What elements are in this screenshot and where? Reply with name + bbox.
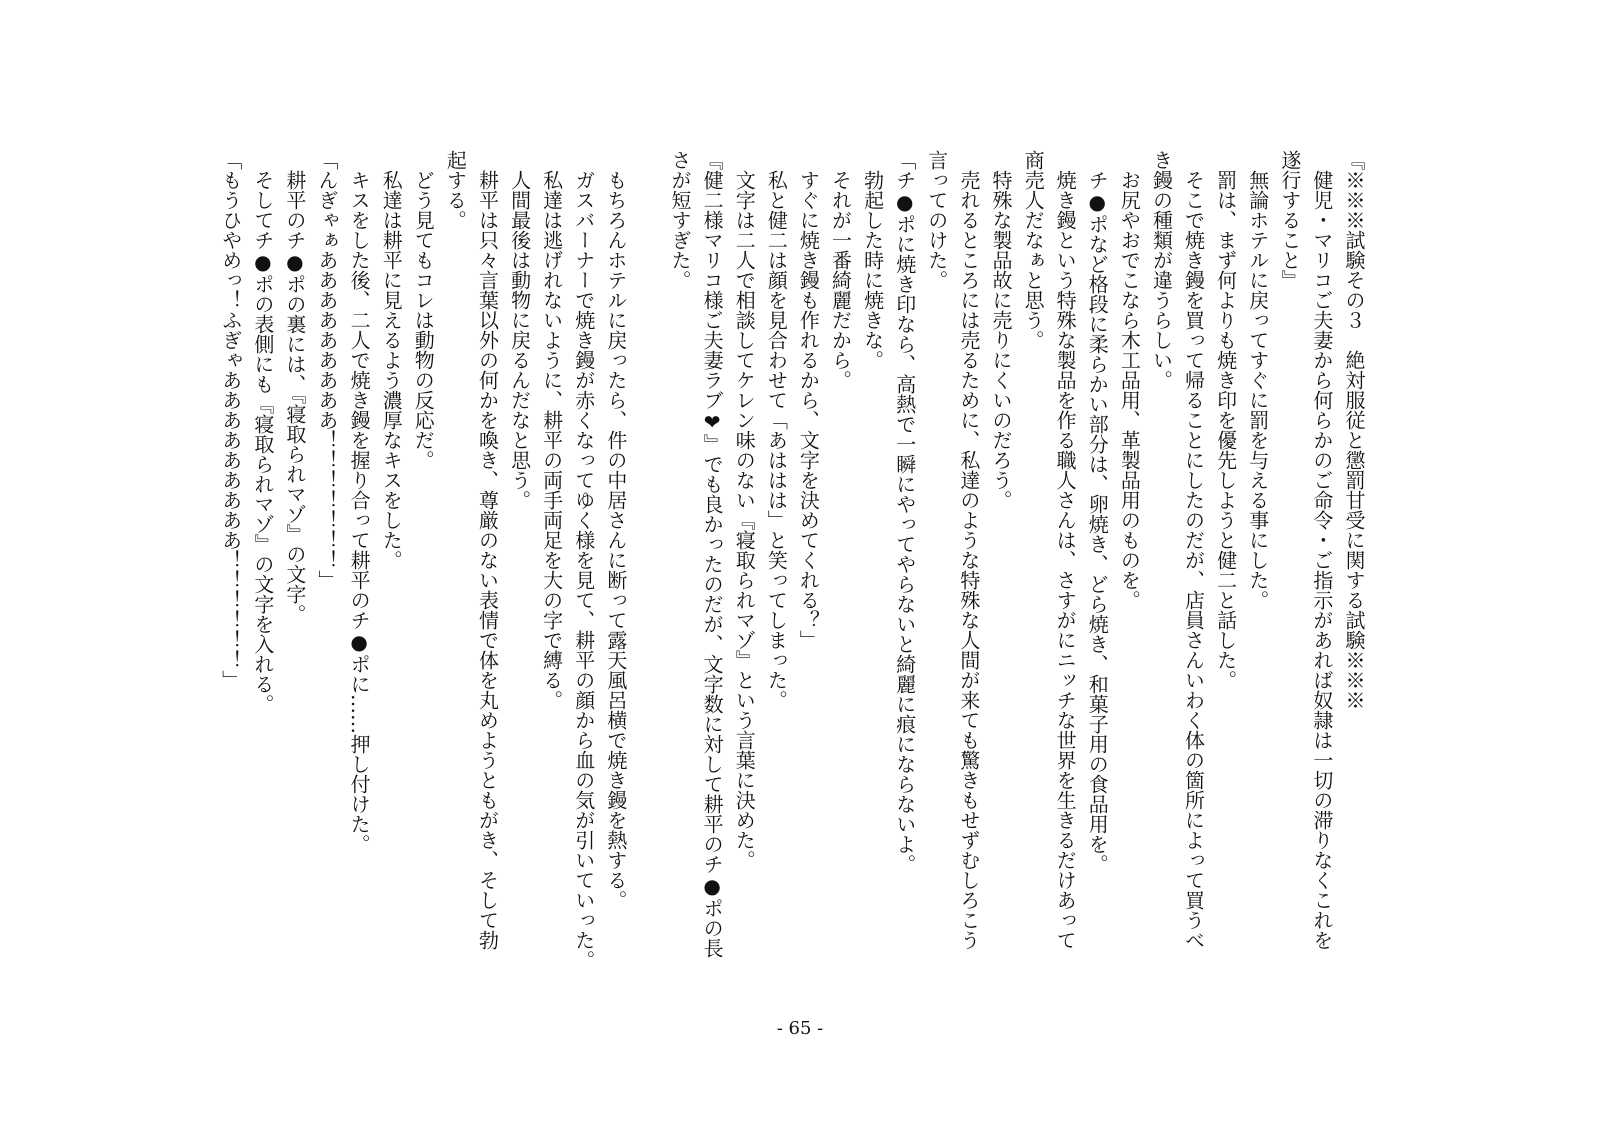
text-line: それが一番綺麗だから。	[828, 150, 853, 390]
text-line: すぐに焼き鏝も作れるから、文字を決めてくれる？」	[796, 150, 821, 650]
text-line: どう見てもコレは動物の反応だ。	[411, 150, 436, 470]
text-line: 私達は逃げれないように、耕平の両手両足を大の字で縛る。	[539, 150, 564, 710]
text-line: 無論ホテルに戻ってすぐに罰を与える事にした。	[1245, 150, 1270, 610]
text-line: 言ってのけた。	[924, 150, 949, 290]
text-line: 「チ●ポに焼き印なら、高熱で一瞬にやってやらないと綺麗に痕にならないよ。	[892, 150, 917, 874]
text-line: そしてチ●ポの表側にも『寝取られマゾ』の文字を入れる。	[250, 150, 275, 714]
text-line: 罰は、まず何よりも焼き印を優先しようと健二と話した。	[1213, 150, 1238, 690]
text-line: 耕平のチ●ポの裏には、『寝取られマゾ』の文字。	[282, 150, 307, 624]
text-line: 文字は二人で相談してケレン味のない『寝取られマゾ』という言葉に決めた。	[732, 150, 757, 870]
page-number: - 65 -	[776, 1018, 824, 1039]
text-line: 『健二様マリコ様ご夫妻ラブ❤』でも良かったのだが、文字数に対して耕平のチ●ポの長	[700, 150, 725, 958]
text-line: 遂行すること』	[1277, 150, 1302, 290]
text-line: 売れるところには売るために、私達のような特殊な人間が来ても驚きもせずむしろこう	[956, 150, 981, 950]
text-line: 焼き鏝という特殊な製品を作る職人さんは、さすがにニッチな世界を生きるだけあって	[1053, 150, 1078, 950]
text-line: 「もうひやめっ！ふぎゃあああああああああ！！！！！！」	[218, 150, 243, 690]
text-line: 起する。	[443, 150, 468, 230]
vertical-text-body	[218, 150, 1370, 990]
text-line: さが短すぎた。	[668, 150, 693, 290]
text-line: き鏝の種類が違うらしい。	[1149, 150, 1174, 390]
text-line: 商売人だなぁと思う。	[1021, 150, 1046, 350]
text-line: 『※※※試験その３ 絶対服従と懲罰甘受に関する試験※※※	[1342, 150, 1366, 710]
text-line: 耕平は只々言葉以外の何かを喚き、尊厳のない表情で体を丸めようともがき、そして勃	[475, 150, 500, 950]
text-line: 勃起した時に焼きな。	[860, 150, 885, 370]
blank-line	[632, 150, 664, 990]
text-line: キスをした後、二人で焼き鏝を握り合って耕平のチ●ポに……押し付けた。	[347, 150, 372, 854]
text-line: 「んぎゃぁあああああああああ！！！！！！！」	[315, 150, 339, 590]
text-line: ガスバーナーで焼き鏝が赤くなってゆく様を見て、耕平の顔から血の気が引いていった。	[571, 150, 596, 970]
text-line: 健児・マリコご夫妻から何らかのご命令・ご指示があれば奴隷は一切の滞りなくこれを	[1309, 150, 1334, 950]
text-line: もちろんホテルに戻ったら、件の中居さんに断って露天風呂横で焼き鏝を熱する。	[603, 150, 628, 910]
text-line: 私と健二は顔を見合わせて「あははは」と笑ってしまった。	[764, 150, 789, 710]
text-line: お尻やおでこなら木工品用、革製品用のものを。	[1117, 150, 1142, 610]
text-line: そこで焼き鏝を買って帰ることにしたのだが、店員さんいわく体の箇所によって買うべ	[1181, 150, 1206, 950]
text-line: 私達は耕平に見えるよう濃厚なキスをした。	[379, 150, 404, 570]
text-line: 人間最後は動物に戻るんだなと思う。	[507, 150, 532, 510]
text-line: チ●ポなど格段に柔らかい部分は、卵焼き、どら焼き、和菓子用の食品用を。	[1085, 150, 1110, 874]
text-line: 特殊な製品故に売りにくいのだろう。	[988, 150, 1013, 510]
